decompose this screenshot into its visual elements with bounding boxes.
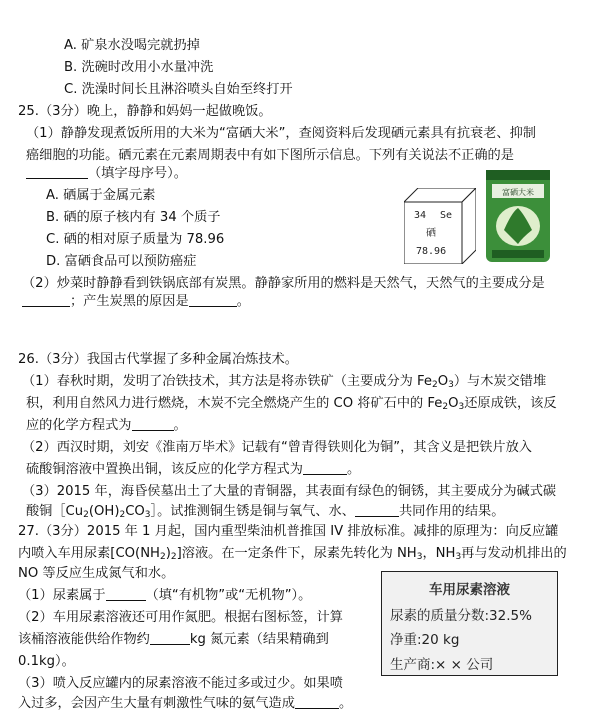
rice-bag-image: [482, 168, 554, 264]
q25-option-b: B. 硒的原子核内有 34 个质子: [46, 210, 221, 225]
element-symbol: Se: [440, 210, 453, 221]
element-name: 硒: [426, 228, 436, 239]
q25-option-d: D. 富硒食品可以预防癌症: [46, 254, 197, 269]
option-a-water: A. 矿泉水没喝完就扔掉: [64, 38, 200, 53]
selenium-element-cell: [404, 188, 476, 264]
q26-title: 26.（3分）我国古代掌握了多种金属冶炼技术。: [18, 352, 298, 367]
label-manufacturer: 生产商:× × 公司: [390, 657, 494, 673]
answer-blank[interactable]: [132, 416, 174, 431]
option-b-water: B. 洗碗时改用小水量冲洗: [64, 60, 214, 75]
q26-p1-line1: （1）春秋时期，发明了冶铁技术，其方法是将赤铁矿（主要成分为 $Fe_2O_3$）与木炭交错堆: [22, 374, 547, 390]
q27-line3: NO 等反应生成氮气和水。: [18, 566, 175, 581]
q27-p1: （1）尿素属于 （填“有机物”或“无机物”）。: [18, 588, 312, 603]
q27-p3-line2: 入过多，会因产生大量有刺激性气味的氨气造成 。: [18, 696, 353, 711]
q27-p3-line1: （3）喷入反应罐内的尿素溶液不能过多或过少。如果喷: [18, 676, 343, 691]
answer-blank[interactable]: [295, 694, 339, 709]
urea-product-label: [381, 571, 558, 676]
q25-option-c: C. 硒的相对原子质量为 78.96: [46, 232, 225, 247]
atomic-number: 34: [414, 210, 427, 221]
q25-option-a: A. 硒属于金属元素: [46, 188, 156, 203]
q26-p2-line1: （2）西汉时期，刘安《淮南万毕术》记载有“曾青得铁则化为铜”，其含义是把铁片放入: [22, 440, 532, 455]
bag-brand-text: 富硒大米: [502, 188, 534, 197]
q25-p2-line1: （2）炒菜时静静看到铁锅底部有炭黑。静静家所用的燃料是天然气，天然气的主要成分是: [22, 276, 545, 291]
q26-p3-line1: （3）2015 年，海昏侯墓出土了大量的青铜器，其表面有绿色的铜锈，其主要成分为碱式碳: [22, 484, 557, 499]
q25-title: 25.（3分）晚上，静静和妈妈一起做晚饭。: [18, 104, 272, 119]
answer-blank[interactable]: [106, 586, 146, 601]
answer-blank[interactable]: [26, 164, 88, 179]
q25-p1-line3: （填字母序号）。: [26, 164, 187, 184]
q27-p2-line3: 0.1kg）。: [18, 654, 75, 669]
answer-blank[interactable]: [303, 460, 347, 475]
q27-p2-line2: 该桶溶液能供给作物约 kg 氮元素（结果精确到: [18, 632, 329, 647]
q26-p1-line3: 应的化学方程式为 。: [26, 418, 187, 433]
q26-p3-line2: 酸铜$[Cu_2(OH)_2CO_3]$。试推测铜生锈是铜与氧气、水、 共同作用的结果。: [26, 504, 505, 520]
q26-p1-line2: 积，利用自然风力进行燃烧，木炭不完全燃烧产生的 CO 将矿石中的 $Fe_2O_3$还原成铁，该反: [26, 396, 557, 412]
answer-blank[interactable]: [189, 292, 237, 307]
label-mass-fraction: 尿素的质量分数:32.5%: [390, 608, 532, 624]
answer-blank[interactable]: [150, 630, 190, 645]
answer-blank[interactable]: [22, 292, 70, 307]
answer-blank[interactable]: [355, 502, 399, 517]
q27-p2-line1: （2）车用尿素溶液还可用作氮肥。根据右图标签，计算: [18, 610, 343, 625]
option-c-water: C. 洗澡时间长且淋浴喷头自始至终打开: [64, 82, 293, 97]
q27-line2: 内喷入车用尿素$[CO(NH_2)_2]$溶液。在一定条件下，尿素先转化为 $NH_3$，$NH_3$再与发动机排出的: [18, 546, 567, 562]
q27-line1: 27.（3分）2015 年 1 月起，国内重型柴油机普推国 IV 排放标准。减排的原理为：向反应罐: [18, 524, 559, 539]
q25-p1-line1: （1）静静发现煮饭所用的大米为“富硒大米”，查阅资料后发现硒元素具有抗衰老、抑制: [26, 126, 536, 141]
q25-p1-line2: 癌细胞的功能。硒元素在元素周期表中有如下图所示信息。下列有关说法不正确的是: [26, 148, 514, 163]
q25-p2-line2: ；产生炭黑的原因是 。: [22, 292, 250, 312]
q26-p2-line2: 硫酸铜溶液中置换出铜，该反应的化学方程式为 。: [26, 462, 361, 477]
label-net-weight: 净重:20 kg: [390, 632, 460, 648]
label-title: 车用尿素溶液: [429, 582, 510, 598]
atomic-mass: 78.96: [416, 246, 447, 257]
